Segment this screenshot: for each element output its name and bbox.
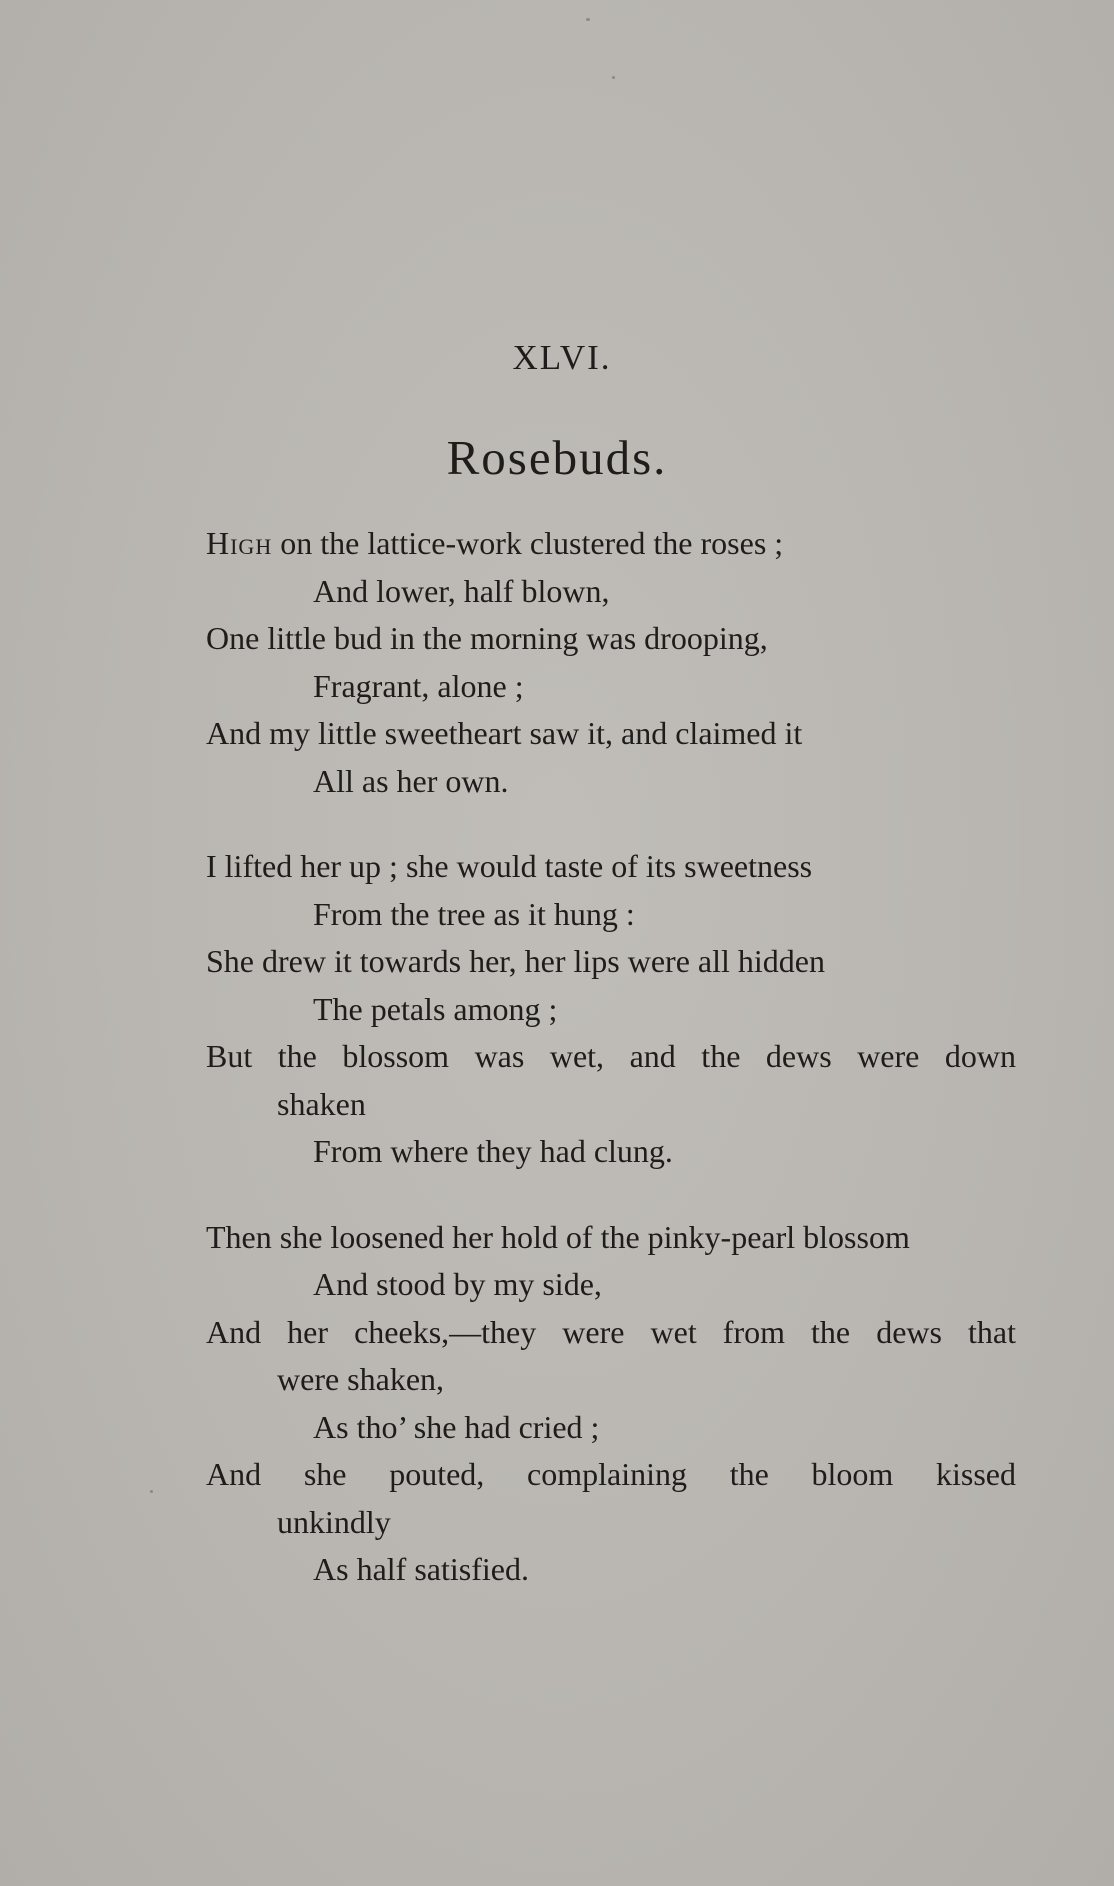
stanza-2 [206, 843, 1016, 1176]
poem-line: And she pouted, complaining the bloom kissed [206, 1456, 1016, 1492]
poem-line: Fragrant, alone ; [313, 667, 524, 704]
poem-line: All as her own. [313, 762, 509, 799]
line-text: on the lattice-work clustered the roses ; [272, 525, 784, 561]
stanza-1 [206, 520, 1016, 805]
poem-line-turnover: shaken [277, 1085, 366, 1122]
poem-line: And stood by my side, [313, 1266, 602, 1302]
poem-line: The petals among ; [313, 990, 558, 1027]
poem-line-turnover: were shaken, [277, 1361, 445, 1397]
poem-line: I lifted her up ; she would taste of its sweetness [206, 848, 813, 884]
poem-body [206, 520, 1016, 1594]
paper-speck [612, 76, 615, 79]
poem-line: She drew it towards her, her lips were all hidden [206, 943, 825, 979]
poem-line [206, 520, 1016, 568]
poem-line: And lower, half blown, [313, 572, 610, 609]
paper-speck [586, 18, 590, 21]
poem-line: And her cheeks,—they were wet from the dews that [206, 1313, 1016, 1350]
poem-line-turnover: unkindly [277, 1503, 391, 1540]
poem-line: From the tree as it hung : [313, 895, 635, 932]
opening-word: High [206, 525, 273, 561]
poem-line: And my little sweetheart saw it, and claimed it [206, 715, 803, 751]
poem-line: As tho’ she had cried ; [313, 1408, 600, 1445]
poem-line: From where they had clung. [313, 1133, 673, 1169]
poem-line: As half satisfied. [313, 1551, 529, 1587]
poem-title: Rosebuds. [446, 430, 668, 485]
stanza-3 [206, 1214, 1016, 1594]
paper-speck [150, 1490, 153, 1493]
poem-line: But the blossom was wet, and the dews were down [206, 1038, 1016, 1074]
chapter-numeral: XLVI. [512, 338, 612, 377]
poem-line: Then she loosened her hold of the pinky-pearl blossom [206, 1218, 910, 1255]
poem-line: One little bud in the morning was drooping, [206, 620, 768, 656]
